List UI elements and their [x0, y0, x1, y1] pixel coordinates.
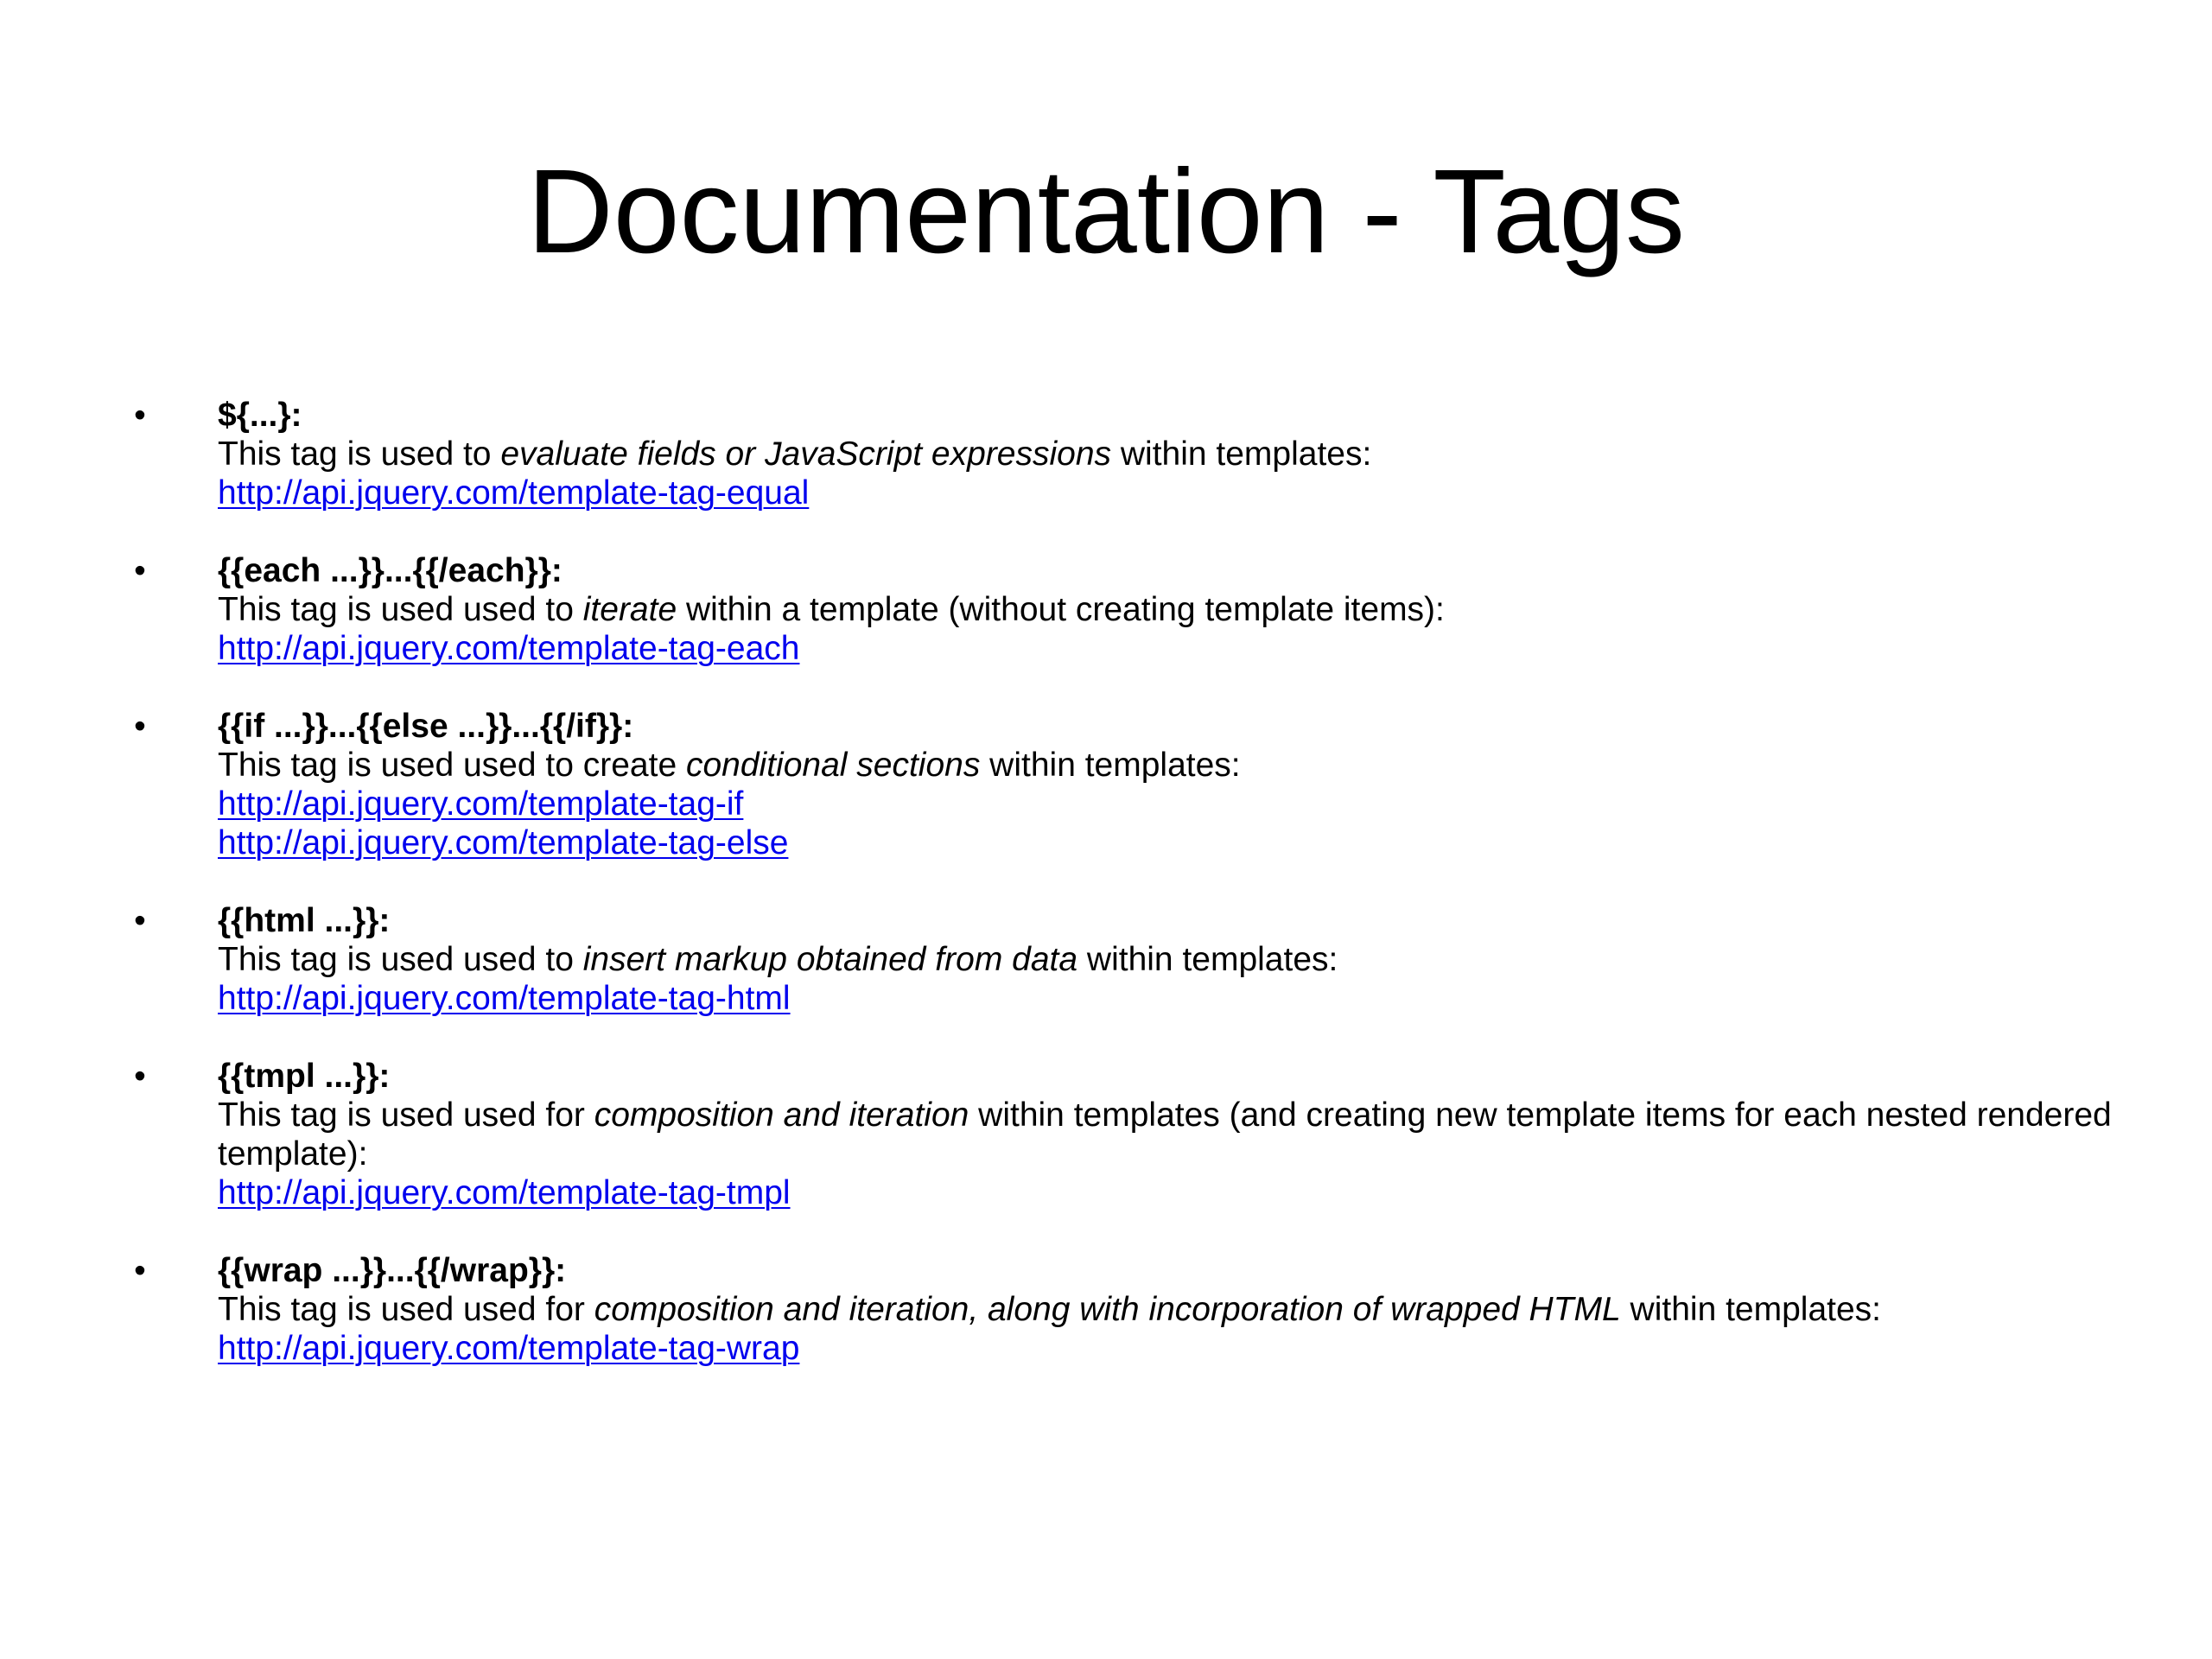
tag-description — [218, 1290, 2119, 1329]
list-item — [131, 1251, 2119, 1368]
doc-link-each[interactable]: http://api.jquery.com/template-tag-each — [218, 630, 800, 667]
tag-bullet-list — [131, 396, 2119, 1407]
tag-description — [218, 1096, 2119, 1173]
desc-text: within templates: — [980, 747, 1241, 784]
list-item — [131, 551, 2119, 668]
desc-emphasis: conditional sections — [685, 747, 981, 784]
bullet-icon: • — [134, 552, 146, 589]
desc-text: within a template (without creating template items): — [677, 591, 1445, 628]
doc-link-else[interactable]: http://api.jquery.com/template-tag-else — [218, 824, 789, 861]
desc-text: This tag is used to — [218, 435, 501, 473]
tag-description — [218, 435, 2119, 474]
desc-text: within templates: — [1620, 1291, 1882, 1328]
list-item — [131, 707, 2119, 862]
desc-text: within templates: — [1077, 941, 1338, 978]
list-item — [131, 1057, 2119, 1212]
bullet-icon: • — [134, 397, 146, 434]
tag-description — [218, 746, 2119, 785]
tag-heading: ${...}: — [218, 397, 302, 434]
doc-link-wrap[interactable]: http://api.jquery.com/template-tag-wrap — [218, 1330, 800, 1367]
tag-heading: {{html ...}}: — [218, 902, 391, 939]
desc-text: within templates (and creating new template items for each nested rendered template): — [218, 1096, 2112, 1173]
desc-text: This tag is used used for — [218, 1291, 594, 1328]
desc-text: This tag is used used to — [218, 941, 583, 978]
desc-text: This tag is used used for — [218, 1096, 594, 1134]
tag-heading: {{each ...}}...{{/each}}: — [218, 552, 563, 589]
tag-heading: {{tmpl ...}}: — [218, 1058, 391, 1095]
desc-emphasis: evaluate fields or JavaScript expressions — [500, 435, 1112, 473]
list-item — [131, 396, 2119, 512]
bullet-icon: • — [134, 708, 146, 745]
bullet-icon: • — [134, 1058, 146, 1095]
tag-heading: {{wrap ...}}...{{/wrap}}: — [218, 1252, 567, 1289]
desc-emphasis: insert markup obtained from data — [582, 941, 1078, 978]
doc-link-html[interactable]: http://api.jquery.com/template-tag-html — [218, 980, 791, 1017]
desc-text: within templates: — [1111, 435, 1372, 473]
desc-text: This tag is used used to — [218, 591, 583, 628]
desc-emphasis: composition and iteration, along with incorporation of wrapped HTML — [594, 1291, 1621, 1328]
slide-title: Documentation - Tags — [527, 145, 1685, 278]
desc-emphasis: composition and iteration — [594, 1096, 969, 1134]
desc-emphasis: iterate — [582, 591, 677, 628]
doc-link-if[interactable]: http://api.jquery.com/template-tag-if — [218, 785, 744, 823]
desc-text: This tag is used used to create — [218, 747, 686, 784]
doc-link-tmpl[interactable]: http://api.jquery.com/template-tag-tmpl — [218, 1174, 791, 1211]
list-item — [131, 901, 2119, 1018]
tag-description — [218, 590, 2119, 629]
tag-heading: {{if ...}}...{{else ...}}...{{/if}}: — [218, 708, 634, 745]
bullet-icon: • — [134, 1252, 146, 1289]
doc-link-equal[interactable]: http://api.jquery.com/template-tag-equal — [218, 474, 810, 512]
bullet-icon: • — [134, 902, 146, 939]
tag-description — [218, 940, 2119, 979]
